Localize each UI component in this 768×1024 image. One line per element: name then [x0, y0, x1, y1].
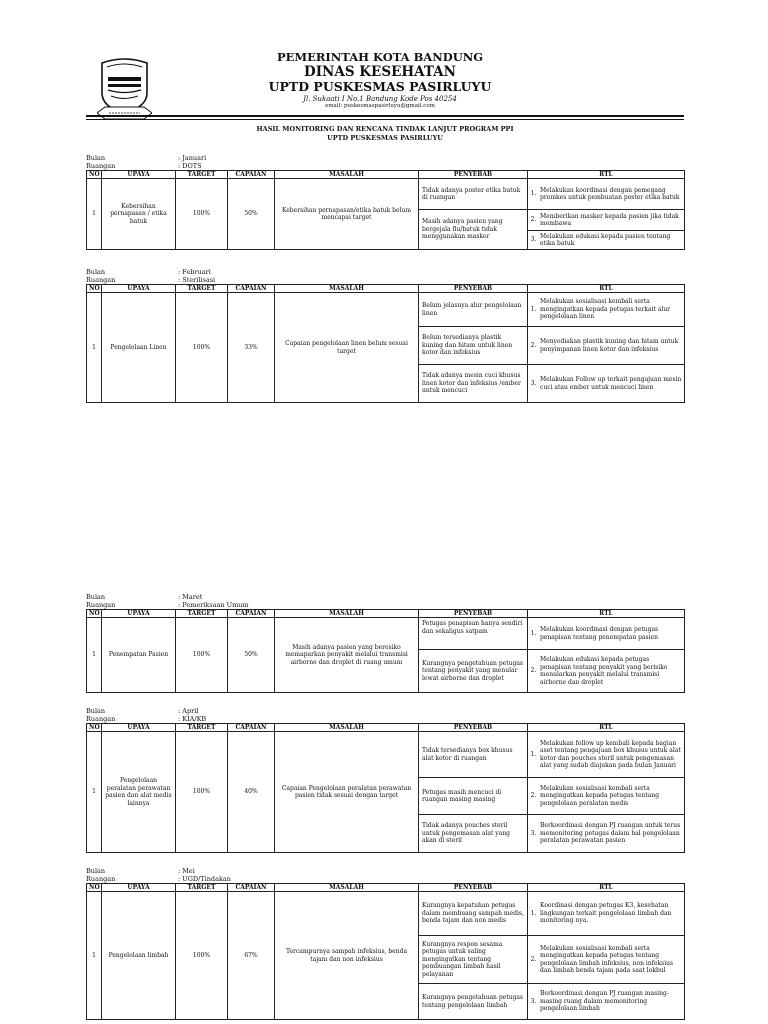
- cell-penyebab: Petugas masih mencuci di ruangan masing masing: [419, 778, 528, 815]
- office-name: DINAS KESEHATAN: [304, 63, 456, 80]
- bulan-value: : April: [178, 707, 199, 715]
- header-upaya: UPAYA: [102, 884, 176, 892]
- rtl-number: 1.: [530, 909, 537, 917]
- cell-rtl: [528, 778, 685, 815]
- cell-capaian: 33%: [228, 293, 275, 403]
- cell-capaian: 50%: [228, 179, 275, 250]
- rtl-number: 2.: [530, 955, 537, 963]
- header-capaian: CAPAIAN: [228, 724, 275, 732]
- email: email: puskesmaspasirluyu@gmail.com: [325, 102, 435, 109]
- section-april: [86, 707, 684, 853]
- header-masalah: MASALAH: [275, 171, 419, 179]
- header-rtl: RTL: [528, 610, 685, 618]
- cell-upaya: Pengelolaan limbah: [102, 892, 176, 1020]
- cell-upaya: Pengelolaan Linen: [102, 293, 176, 403]
- header-upaya: UPAYA: [102, 724, 176, 732]
- table-header-row: [87, 610, 685, 618]
- ruangan-value: : UGD/Tindakan: [178, 875, 231, 883]
- cell-target: 100%: [176, 179, 228, 250]
- bandung-city-emblem-icon: [97, 55, 152, 120]
- cell-upaya: Penempatan Pasien: [102, 618, 176, 693]
- header-capaian: CAPAIAN: [228, 610, 275, 618]
- cell-penyebab: Masih adanya pasien yang bergejala flu/batuk tidak menggunakan masker: [419, 210, 528, 250]
- section-meta: [86, 593, 684, 609]
- rtl-text: Melakukan koordinasi dengan petugas penapisan tentang penempatan pasien: [540, 626, 659, 641]
- cell-target: 100%: [176, 892, 228, 1020]
- rtl-text: Berkoordinasi dengan PJ ruangan untuk terus memonitoring petugas dalam hal pengelolaan peralatan perawatan pasien: [540, 822, 681, 845]
- cell-rtl: [528, 732, 685, 778]
- header-rtl: RTL: [528, 285, 685, 293]
- cell-rtl: [528, 815, 685, 853]
- header-masalah: MASALAH: [275, 724, 419, 732]
- letterhead-rule-thin: [86, 119, 684, 120]
- rtl-number: 3.: [530, 997, 537, 1005]
- table-header-row: [87, 171, 685, 179]
- rtl-text: Melakukan sosialisasi kembali serta mengingatkan kepada petugas terkait alur pengelolaan linen: [540, 298, 671, 321]
- header-rtl: RTL: [528, 884, 685, 892]
- rtl-number: 1.: [530, 190, 537, 198]
- section-meta: [86, 268, 684, 284]
- cell-capaian: 67%: [228, 892, 275, 1020]
- header-no: NO: [87, 285, 102, 293]
- cell-penyebab: Belum tersedianya plastik kuning dan hitam untuk linen kotor dan infeksius: [419, 327, 528, 365]
- rtl-number: 1.: [530, 629, 537, 637]
- rtl-number: 2.: [530, 341, 537, 349]
- cell-target: 100%: [176, 293, 228, 403]
- cell-no: 1: [87, 293, 102, 403]
- title-line-1: HASIL MONITORING DAN RENCANA TINDAK LANJUT PROGRAM PPI: [256, 125, 514, 133]
- table-row: [87, 618, 685, 650]
- section-februari: [86, 268, 684, 403]
- rtl-number: 3.: [530, 379, 537, 387]
- cell-penyebab: Kurangnya kepatuhan petugas dalam membuang sampah medis, benda tajam dan non medis: [419, 892, 528, 936]
- cell-no: 1: [87, 892, 102, 1020]
- rtl-text: Melakukan edukasi kepada petugas penapisan tentang penyakit yang berisiko menularkan penyakit melalui transmisi airborne dan droplet: [540, 656, 668, 686]
- rtl-text: Melakukan koordinasi dengan pemegang promkes untuk pembuatan poster etika batuk: [540, 186, 680, 201]
- cell-masalah: Capaian Pengelolaan peralatan perawatan pasien tidak sesuai dengan target: [275, 732, 419, 853]
- header-no: NO: [87, 884, 102, 892]
- bulan-value: : Mei: [178, 867, 195, 875]
- section-januari: [86, 154, 684, 250]
- cell-penyebab: Petugas penapisan hanya sendiri dan sekaligus satpam: [419, 618, 528, 650]
- rtl-number: 3.: [530, 236, 537, 244]
- ruangan-label: Ruangan: [86, 875, 116, 883]
- letterhead-rule-thick: [86, 115, 684, 117]
- bulan-value: : Januari: [178, 154, 207, 162]
- table-header-row: [87, 884, 685, 892]
- ruangan-value: : DOTS: [178, 162, 202, 170]
- monitoring-table: [86, 609, 685, 693]
- cell-rtl: [528, 179, 685, 210]
- header-penyebab: PENYEBAB: [419, 884, 528, 892]
- table-header-row: [87, 724, 685, 732]
- header-target: TARGET: [176, 884, 228, 892]
- cell-capaian: 40%: [228, 732, 275, 853]
- header-upaya: UPAYA: [102, 171, 176, 179]
- rtl-number: 1.: [530, 750, 537, 758]
- bulan-label: Bulan: [86, 593, 106, 601]
- header-target: TARGET: [176, 610, 228, 618]
- ruangan-label: Ruangan: [86, 715, 116, 723]
- cell-penyebab: Kurangnya respon sesama petugas untuk saling mengingatkan tentang pembuangan limbah hasil pelayanan: [419, 936, 528, 984]
- section-meta: [86, 154, 684, 170]
- table-row: [87, 732, 685, 778]
- rtl-text: Melakukan edukasi kepada pasien tentang etika batuk: [540, 232, 671, 247]
- section-meta: [86, 867, 684, 883]
- monitoring-table: [86, 170, 685, 250]
- letterhead: [250, 52, 510, 110]
- header-masalah: MASALAH: [275, 285, 419, 293]
- rtl-number: 2.: [530, 667, 537, 675]
- header-target: TARGET: [176, 724, 228, 732]
- header-no: NO: [87, 724, 102, 732]
- rtl-number: 3.: [530, 829, 537, 837]
- cell-penyebab: Kurangnya pengetahuan petugas tentang pengelolaan limbah: [419, 984, 528, 1020]
- cell-rtl: [528, 365, 685, 403]
- section-meta: [86, 707, 684, 723]
- rtl-text: Menyediakan plastik kuning dan hitam untuk penyimpanan linen kotor dan infeksius: [540, 338, 679, 353]
- cell-target: 100%: [176, 732, 228, 853]
- cell-masalah: Tercampurnya sampah infeksius, benda tajam dan non infeksius: [275, 892, 419, 1020]
- table-row: [87, 179, 685, 210]
- bulan-label: Bulan: [86, 707, 106, 715]
- cell-penyebab: Tidak adanya poster etika batuk di ruangan: [419, 179, 528, 210]
- header-no: NO: [87, 610, 102, 618]
- cell-penyebab: Kurangnya pengetahuan petugas tentang penyakit yang menular lewat airborne dan droplet: [419, 650, 528, 693]
- header-masalah: MASALAH: [275, 610, 419, 618]
- table-row: [87, 892, 685, 936]
- cell-masalah: Kebersihan pernapasan/etika batuk belum mencapai target: [275, 179, 419, 250]
- header-target: TARGET: [176, 285, 228, 293]
- table-row: [87, 293, 685, 327]
- cell-target: 100%: [176, 618, 228, 693]
- cell-rtl: [528, 650, 685, 693]
- rtl-text: Koordinasi dengan petugas K3, kesehatan lingkungan terkait pengelolaan limbah dan monitoring nya.: [540, 902, 672, 925]
- document-title: [86, 125, 684, 143]
- rtl-text: Berkoordinasi dengan PJ ruangan masing-masing ruang dalam memonitoring pengelolaan limbah: [540, 990, 669, 1013]
- cell-penyebab: Tidak tersedianya box khusus alat kotor di ruangan: [419, 732, 528, 778]
- cell-no: 1: [87, 618, 102, 693]
- cell-upaya: Kebersihan pernapasan / etika batuk: [102, 179, 176, 250]
- header-upaya: UPAYA: [102, 610, 176, 618]
- ruangan-value: : Sterilisasi: [178, 276, 216, 284]
- cell-no: 1: [87, 732, 102, 853]
- header-masalah: MASALAH: [275, 884, 419, 892]
- ruangan-value: : Pemeriksaan Umum: [178, 601, 249, 609]
- bulan-label: Bulan: [86, 867, 106, 875]
- cell-capaian: 50%: [228, 618, 275, 693]
- header-penyebab: PENYEBAB: [419, 171, 528, 179]
- cell-masalah: Masih adanya pasien yang beresiko memaparkan penyakit melalui transmisi airborne dan droplet di ruang umum: [275, 618, 419, 693]
- rtl-text: Melakukan follow up kembali kepada bagian aset tentang pengajuan box khusus untuk alat kotor dan pouches steril untuk pengemasan alat yang sudah diajukan pada bulan Januari: [540, 739, 681, 769]
- rtl-number: 1.: [530, 305, 537, 313]
- bulan-value: : Februari: [178, 268, 211, 276]
- header-penyebab: PENYEBAB: [419, 285, 528, 293]
- cell-no: 1: [87, 179, 102, 250]
- cell-rtl: [528, 210, 685, 231]
- unit-name: UPTD PUSKESMAS PASIRLUYU: [268, 79, 492, 94]
- ruangan-value: : KIA/KB: [178, 715, 207, 723]
- cell-rtl: [528, 892, 685, 936]
- cell-penyebab: Tidak adanya pouches steril untuk pengemasan alat yang akan di steril: [419, 815, 528, 853]
- section-maret: [86, 593, 684, 693]
- header-capaian: CAPAIAN: [228, 884, 275, 892]
- rtl-number: 2.: [530, 792, 537, 800]
- monitoring-table: [86, 723, 685, 853]
- cell-penyebab: Belum jelasnya alur pengelolaan linen: [419, 293, 528, 327]
- rtl-text: Melakukan Follow up terkait pengajuan mesin cuci atau ember untuk mencuci linen: [540, 376, 682, 391]
- header-target: TARGET: [176, 171, 228, 179]
- cell-upaya: Pengelolaan peralatan perawatan pasien dan alat medis lainnya: [102, 732, 176, 853]
- cell-rtl: [528, 231, 685, 250]
- cell-masalah: Capaian pengelolaan linen belum sesuai target: [275, 293, 419, 403]
- header-rtl: RTL: [528, 171, 685, 179]
- ruangan-label: Ruangan: [86, 601, 116, 609]
- header-capaian: CAPAIAN: [228, 285, 275, 293]
- ruangan-label: Ruangan: [86, 276, 116, 284]
- header-penyebab: PENYEBAB: [419, 610, 528, 618]
- cell-rtl: [528, 936, 685, 984]
- cell-rtl: [528, 327, 685, 365]
- rtl-number: 2.: [530, 216, 537, 224]
- header-rtl: RTL: [528, 724, 685, 732]
- title-line-2: UPTD PUSKESMAS PASIRLUYU: [327, 134, 443, 142]
- ruangan-label: Ruangan: [86, 162, 116, 170]
- address: Jl. Sukaati I No.1 Bandung Kode Pos 40254: [303, 94, 457, 103]
- cell-rtl: [528, 984, 685, 1020]
- header-capaian: CAPAIAN: [228, 171, 275, 179]
- header-upaya: UPAYA: [102, 285, 176, 293]
- government-name: PEMERINTAH KOTA BANDUNG: [276, 50, 484, 64]
- rtl-text: Melakukan sosialisasi kembali serta mengingatkan kepada petugas tentang pengelolaan limbah infeksius, non infeksius dan limbah benda tajam pada saat lokbul: [540, 944, 674, 974]
- cell-rtl: [528, 293, 685, 327]
- section-mei: [86, 867, 684, 1020]
- header-penyebab: PENYEBAB: [419, 724, 528, 732]
- monitoring-table: [86, 284, 685, 403]
- cell-penyebab: Tidak adanya mesin cuci khusus linen kotor dan infeksius /ember untuk mencuci: [419, 365, 528, 403]
- monitoring-table: [86, 883, 685, 1020]
- header-no: NO: [87, 171, 102, 179]
- table-header-row: [87, 285, 685, 293]
- bulan-label: Bulan: [86, 154, 106, 162]
- bulan-value: : Maret: [178, 593, 203, 601]
- bulan-label: Bulan: [86, 268, 106, 276]
- cell-rtl: [528, 618, 685, 650]
- rtl-text: Melakukan sosialisasi kembali serta mengingatkan kepada petugas tentang pengelolaan peralatan medis: [540, 784, 660, 807]
- rtl-text: Memberikan masker kepada pasien jika tidak membawa: [540, 212, 679, 227]
